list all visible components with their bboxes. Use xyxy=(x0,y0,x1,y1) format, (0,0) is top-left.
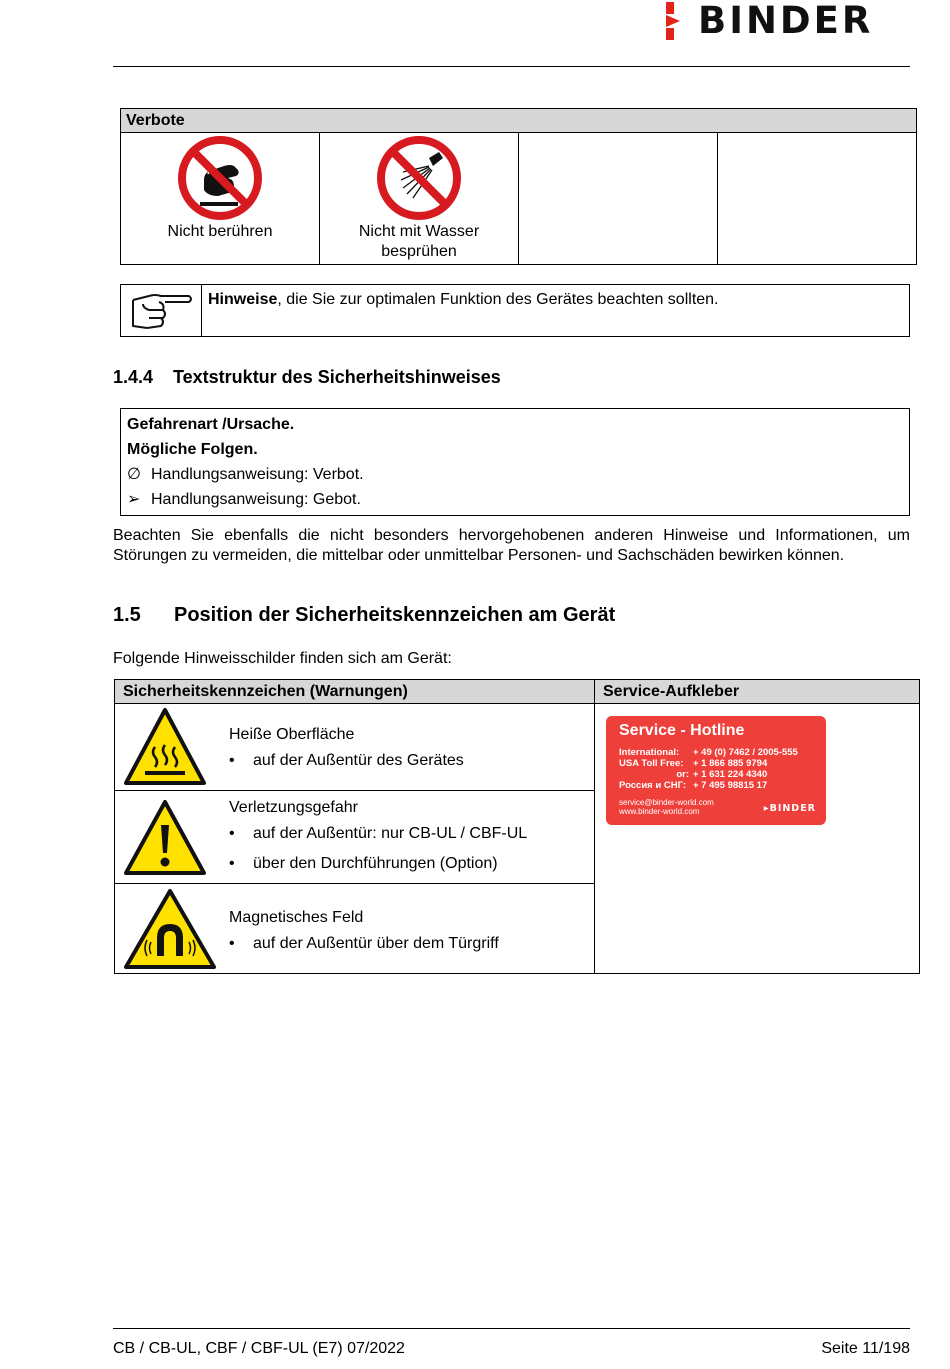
prohibition-symbol-icon: ∅ xyxy=(127,466,141,483)
structure-line-instruction xyxy=(127,489,909,514)
binder-logo xyxy=(664,2,873,40)
structure-line-hazard: Gefahrenart /Ursache. xyxy=(127,416,295,433)
intro-text: Folgende Hinweisschilder finden sich am Gerät: xyxy=(113,650,452,667)
footer-divider xyxy=(113,1328,910,1329)
col-header-service: Service-Aufkleber xyxy=(594,680,919,704)
verbote-cell-empty xyxy=(519,133,718,264)
column-divider xyxy=(594,680,595,973)
table-row xyxy=(115,704,594,791)
section-number: 1.5 xyxy=(113,604,141,626)
row-text xyxy=(229,797,527,883)
no-water-spray-icon xyxy=(377,136,461,220)
section-heading-1-4-4 xyxy=(113,367,501,388)
hot-surface-icon xyxy=(123,707,207,787)
structure-line-consequences: Mögliche Folgen. xyxy=(127,441,258,458)
section-title: Textstruktur des Sicherheitshinweises xyxy=(173,367,501,387)
row-text xyxy=(229,724,464,780)
verbote-table xyxy=(120,108,917,265)
list-item: • auf der Außentür: nur CB-UL / CBF-UL xyxy=(229,823,527,853)
section-number: 1.4.4 xyxy=(113,367,154,387)
service-hotline-sticker xyxy=(606,716,826,825)
pointing-hand-icon xyxy=(129,288,193,334)
arrow-bullet-icon: ➢ xyxy=(127,491,141,508)
no-touch-icon xyxy=(178,136,262,220)
general-warning-icon xyxy=(123,799,207,877)
sticker-brand: ▸BINDER xyxy=(763,803,816,814)
text-structure-box xyxy=(120,408,910,516)
hinweis-bold: Hinweise xyxy=(208,291,278,308)
signs-table xyxy=(114,679,920,974)
sticker-line: USA Toll Free: + 1 866 885 9794 xyxy=(619,758,768,769)
verbote-cell xyxy=(121,133,320,264)
body-paragraph: Beachten Sie ebenfalls die nicht besonders hervorgehobenen anderen Hinweise und Informationen, um Störungen zu vermeiden, die mittelbar oder unmittelbar Personen- und Sachschäden bewirken können. xyxy=(113,527,910,564)
sticker-contact: service@binder-world.com www.binder-world.com xyxy=(619,798,714,816)
row-text xyxy=(229,907,499,963)
structure-text: Handlungsanweisung: Verbot. xyxy=(151,466,364,483)
structure-line-prohibition xyxy=(127,464,909,489)
section-title: Position der Sicherheitskennzeichen am Gerät xyxy=(174,604,616,626)
hinweis-text xyxy=(202,285,719,336)
structure-text: Handlungsanweisung: Gebot. xyxy=(151,491,361,508)
verbote-title: Verbote xyxy=(121,109,916,133)
magnetic-field-icon xyxy=(123,888,217,970)
sticker-brand-mark-icon: ▸ xyxy=(763,803,770,814)
sticker-line: or: + 1 631 224 4340 xyxy=(676,769,768,780)
verbote-label: Nicht berühren xyxy=(167,223,273,240)
hinweis-box xyxy=(120,284,910,337)
sticker-line: International: + 49 (0) 7462 / 2005-555 xyxy=(619,747,798,758)
footer-page-number: Seite 11/198 xyxy=(821,1340,910,1357)
logo-text: BINDER xyxy=(698,0,874,42)
row-title: Heiße Oberfläche xyxy=(229,726,355,743)
table-row xyxy=(115,884,594,973)
sticker-line: Россия и СНГ: + 7 495 98815 17 xyxy=(619,780,768,791)
header-divider xyxy=(113,66,910,67)
list-item: • auf der Außentür des Gerätes xyxy=(229,750,464,780)
row-title: Verletzungsgefahr xyxy=(229,799,358,816)
verbote-cell xyxy=(320,133,519,264)
row-title: Magnetisches Feld xyxy=(229,909,364,926)
binder-logo-mark-icon xyxy=(664,2,692,40)
verbote-label: Nicht mit Wasser besprühen xyxy=(358,223,480,260)
hinweis-rest: , die Sie zur optimalen Funktion des Gerätes beachten sollten. xyxy=(277,291,719,308)
list-item: • auf der Außentür über dem Türgriff xyxy=(229,933,499,963)
verbote-cell-empty xyxy=(718,133,916,264)
list-item: • über den Durchführungen (Option) xyxy=(229,853,527,883)
sticker-title: Service - Hotline xyxy=(619,722,745,739)
section-heading-1-5 xyxy=(113,604,615,627)
col-header-warnings: Sicherheitskennzeichen (Warnungen) xyxy=(115,680,594,704)
table-row xyxy=(115,791,594,884)
hinweis-icon-cell xyxy=(121,285,202,336)
footer-doc-id: CB / CB-UL, CBF / CBF-UL (E7) 07/2022 xyxy=(113,1340,405,1357)
